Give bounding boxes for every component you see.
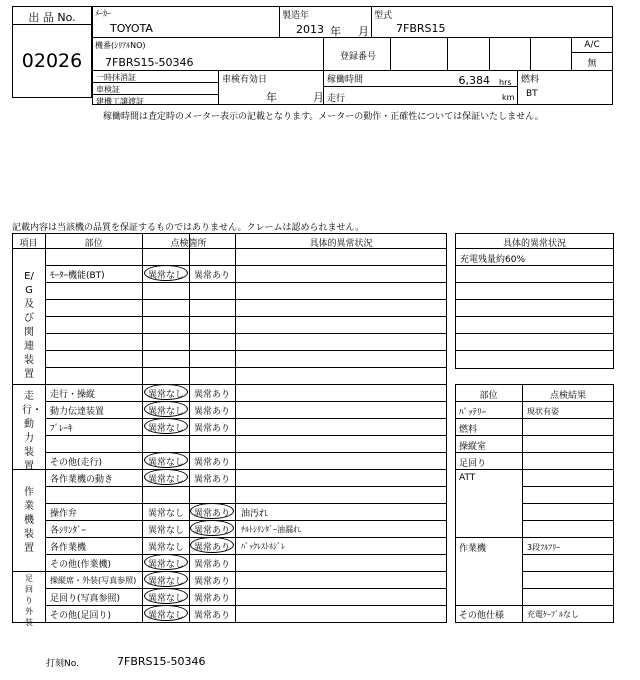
ng-power: 異常あり [194,407,231,417]
part-cabin: 操縦席・外装(写真参照) [50,576,137,585]
ng-run-other: 異常あり [194,458,231,468]
maker-value: TOYOTA [110,22,153,35]
part-power: 動力伝達装置 [50,407,105,417]
rb-other-result: 充電ｹｰﾌﾞﾙなし [527,610,579,619]
section-work-label: 作業機装置 [24,487,34,554]
run-unit: km [502,93,515,102]
rb-battery: ﾊﾞｯﾃﾘｰ [459,408,487,418]
ng-cylinder: 異常あり [194,526,231,536]
rb-other: その他仕様 [459,611,505,621]
ng-work-other: 異常あり [194,560,231,570]
rb-battery-result: 現状有姿 [527,407,559,416]
notice-meter: 稼働時間は査定時のメーター表示の記載となります。メーターの動作・正確性については保証いたしません。 [103,112,544,122]
ng-brake: 異常あり [194,424,231,434]
col-detail: 具体的異常状況 [309,239,373,249]
circle-mark [144,418,188,434]
section-body-label: 足回り外装 [25,574,33,627]
circle-mark [144,588,188,604]
ok-steering: 異常なし [148,390,185,400]
hours-label: 稼働時間 [327,75,364,85]
stamp-value: 7FBRS15-50346 [117,655,206,668]
ok-implement: 異常なし [148,543,185,553]
year-unit: 年 [330,25,341,38]
ok-valve: 異常なし [148,509,185,519]
circle-mark [190,503,234,519]
rb-att: ATT [459,473,476,483]
hours-value: 6,384 [458,74,490,87]
detail-implement: ﾊﾞｯｸﾚｽﾄﾈｼﾞﾚ [241,542,285,551]
ng-undercarriage: 異常あり [194,594,231,604]
circle-mark [144,452,188,468]
circle-mark [190,537,234,553]
ac-label: A/C [584,40,600,50]
model-label: 型式 [374,11,393,21]
section-work [22,486,36,556]
circle-mark [144,401,188,417]
rb-implement-result: 3段ﾌﾙﾌﾘｰ [527,543,561,552]
col-part: 部位 [84,239,103,249]
rb-result-header: 点検結果 [549,391,586,401]
month-unit: 月 [358,25,369,38]
section-eg-label: E/G及び関連装置 [24,271,34,380]
section-run [22,390,42,474]
run-label: 走行 [327,94,346,104]
ok-undercarriage: 異常なし [148,594,185,604]
cert-label-3: 建機工譲渡証 [96,97,144,106]
model-value: 7FBRS15 [396,22,446,35]
year-value: 2013 [296,23,324,36]
circle-mark [144,571,188,587]
part-valve: 操作弁 [50,509,78,519]
detail-valve: 油汚れ [241,509,269,519]
circle-mark [144,554,188,570]
ng-cabin: 異常あり [194,577,231,587]
part-work-motion: 各作業機の動き [50,475,114,485]
ok-power: 異常なし [148,407,185,417]
stamp-label: 打刻No. [46,659,79,669]
circle-mark [190,520,234,536]
ng-motor: 異常あり [194,271,231,281]
inspection-label: 車検有効日 [222,75,268,85]
cert-label-2: 車検証 [96,85,120,94]
rb-undercarriage: 足回り [459,459,487,469]
ng-valve: 異常あり [194,509,231,519]
section-eg [22,270,36,382]
circle-mark [144,605,188,621]
part-body-other: その他(足回り) [50,611,112,621]
right-top-note: 充電残量約60% [460,255,526,265]
ok-motor: 異常なし [148,271,185,281]
col-item: 項目 [19,239,38,249]
part-undercarriage: 足回り(写真参照) [50,594,121,604]
ok-brake: 異常なし [148,424,185,434]
serial-label: 機番(ｼﾘｱﾙNO) [95,41,146,50]
ok-cylinder: 異常なし [148,526,185,536]
part-motor: ﾓｰﾀｰ機能(BT) [50,271,105,281]
ok-body-other: 異常なし [148,611,185,621]
rb-fuel: 燃料 [459,425,478,435]
maker-label: ﾒｰｶｰ [95,9,111,18]
lot-number: 02026 [21,50,83,72]
part-cylinder: 各ｼﾘﾝﾀﾞｰ [50,526,87,536]
cert-label-1: 一時抹消証 [96,73,136,82]
part-work-other: その他(作業機) [50,560,112,570]
circle-mark [144,384,188,400]
ok-cabin: 異常なし [148,577,185,587]
ac-value: 無 [587,59,597,69]
ok-work-motion: 異常なし [148,475,185,485]
reg-label: 登録番号 [339,52,376,62]
rb-cabin: 操縦室 [459,442,487,452]
ng-steering: 異常あり [194,390,231,400]
fuel-value: BT [526,89,538,99]
ng-body-other: 異常あり [194,611,231,621]
detail-cylinder: ﾁﾙﾄｼﾘﾝﾀﾞｰ油漏れ [241,525,301,534]
rb-part-header: 部位 [479,391,498,401]
lot-label: 出 品 No. [28,11,76,24]
inspection-year-unit: 年 [266,91,277,104]
part-brake: ﾌﾞﾚｰｷ [50,424,73,434]
hours-unit: hrs [499,78,512,87]
section-body [22,573,36,628]
ok-run-other: 異常なし [148,458,185,468]
part-steering: 走行・操縦 [50,390,96,400]
section-run-label: 走行・動力装置 [22,391,42,472]
part-run-other: その他(走行) [50,458,103,468]
col-check: 点検箇所 [170,239,207,249]
circle-mark [144,469,188,485]
part-implement: 各作業機 [50,543,87,553]
ok-work-other: 異常なし [148,560,185,570]
circle-mark [144,265,188,281]
serial-value: 7FBRS15-50346 [105,56,194,69]
inspection-month-unit: 月 [313,91,324,104]
right-top-header: 具体的異常状況 [502,239,566,249]
rb-implement: 作業機 [459,544,487,554]
fuel-label: 燃料 [521,75,540,85]
notice-warranty: 記載内容は当該機の品質を保証するものではありません。クレームは認められません。 [12,223,365,233]
ng-work-motion: 異常あり [194,475,231,485]
year-label: 製造年 [282,11,310,21]
ng-implement: 異常あり [194,543,231,553]
